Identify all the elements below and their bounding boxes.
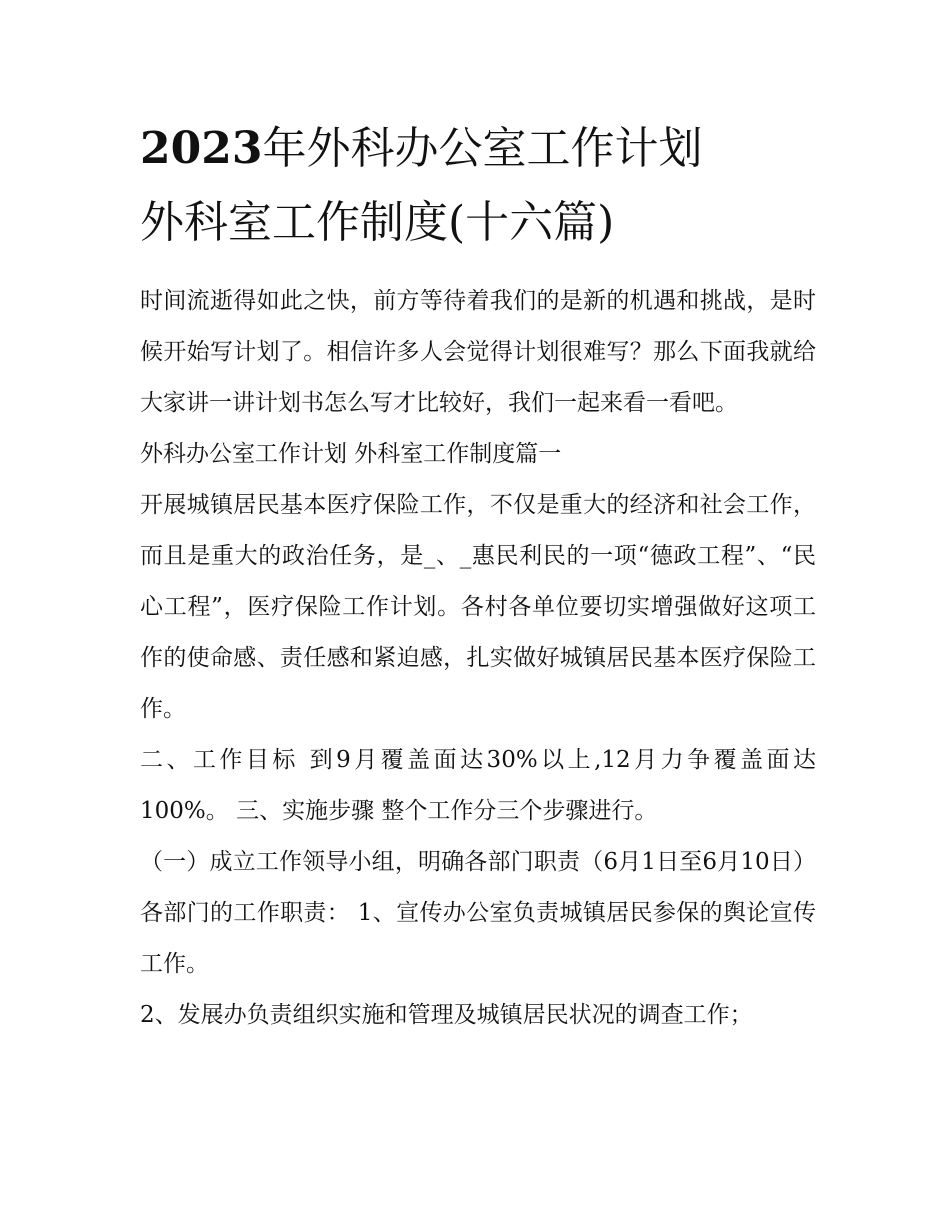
paragraph-overview: 开展城镇居民基本医疗保险工作，不仅是重大的经济和社会工作，而且是重大的政治任务，是_、_惠民利民的一项“德政工程”、“民心工程”，医疗保险工作计划。各村各单位要切实增强做好这项工作的使命感、责任感和紧迫感，扎实做好城镇居民基本医疗保险工作。: [140, 492, 816, 722]
paragraph-intro: 时间流逝得如此之快，前方等待着我们的是新的机遇和挑战，是时候开始写计划了。相信许多人会觉得计划很难写？那么下面我就给大家讲一讲计划书怎么写才比较好，我们一起来看一看吧。: [140, 288, 816, 416]
title-year: 2023: [140, 123, 263, 174]
paragraph-goals-steps: 二、工作目标 到9月覆盖面达30%以上,12月力争覆盖面达100%。 三、实施步骤 整个工作分三个步骤进行。: [140, 747, 816, 824]
paragraph-step-one: （一）成立工作领导小组，明确各部门职责（6月1日至6月10日） 各部门的工作职责： 1、宣传办公室负责城镇居民参保的舆论宣传工作。: [140, 849, 816, 977]
section-heading: 外科办公室工作计划 外科室工作制度篇一: [140, 441, 562, 467]
document-title-line-2: 外科室工作制度(十六篇): [140, 197, 615, 248]
document-title-line-1: [140, 123, 840, 175]
paragraph-item-two: 2、发展办负责组织实施和管理及城镇居民状况的调查工作；: [140, 1002, 753, 1028]
title-text: 年外科办公室工作计划: [262, 123, 703, 174]
document-body: [140, 276, 816, 1041]
